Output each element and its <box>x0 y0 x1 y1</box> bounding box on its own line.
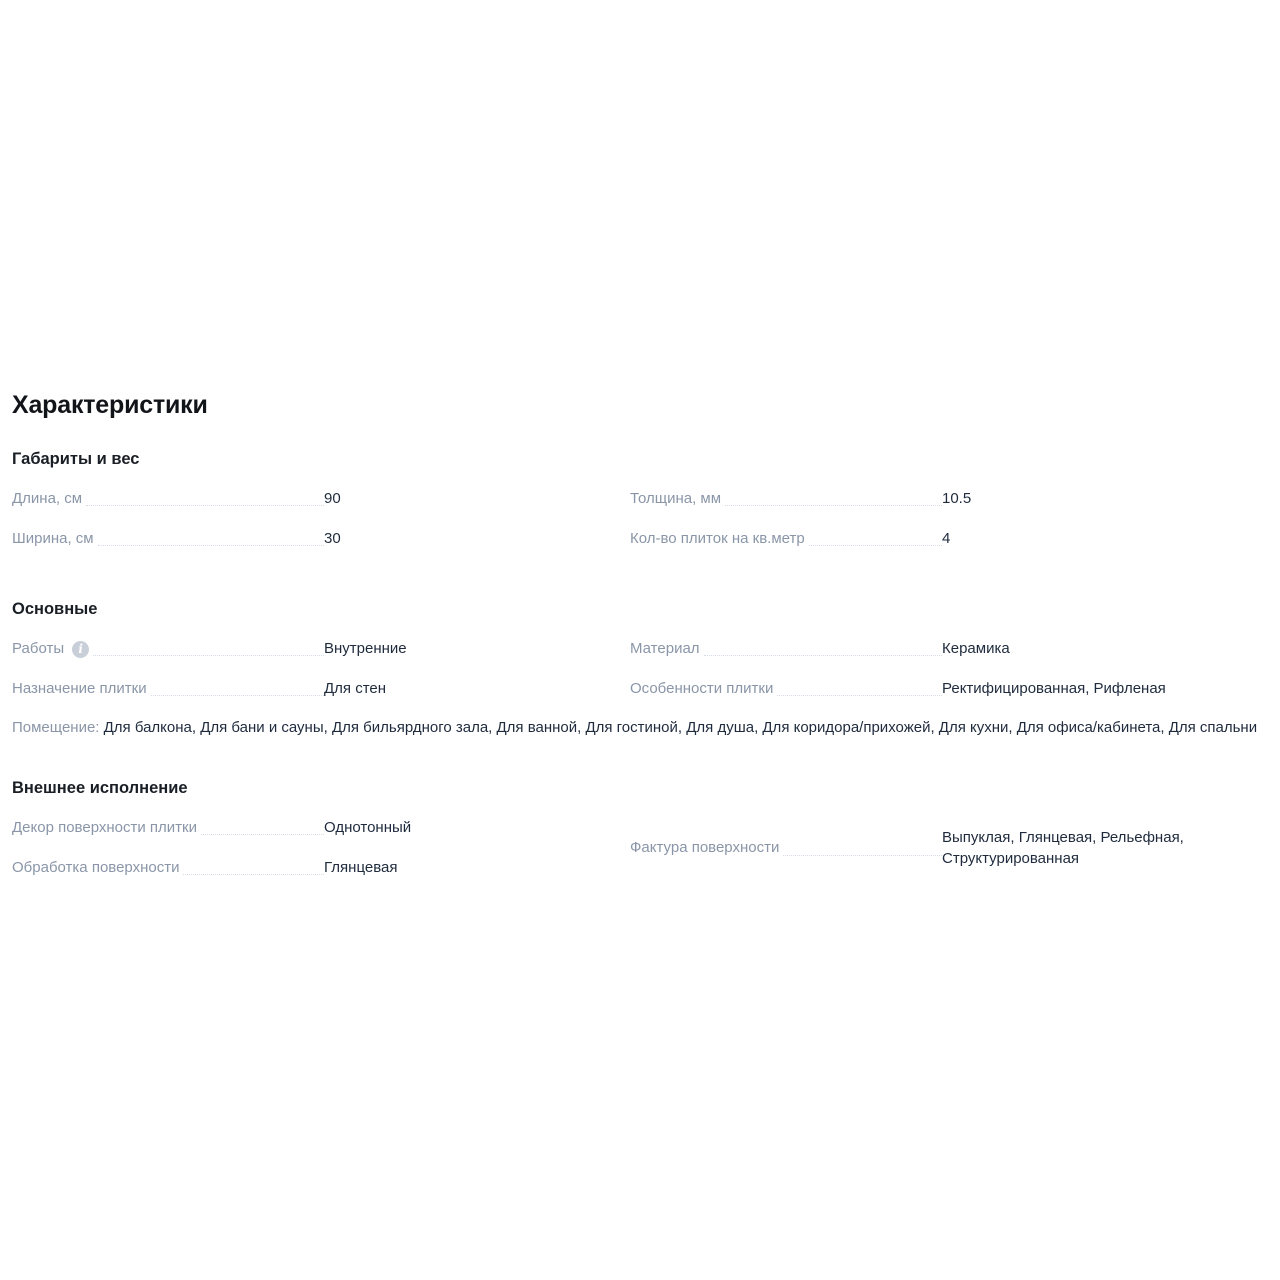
spec-row-material <box>630 629 1260 669</box>
spec-column-right <box>630 808 1260 888</box>
dotted-leader <box>151 694 324 696</box>
spec-value: 90 <box>324 490 341 507</box>
spec-label: Помещение: <box>12 719 100 736</box>
spec-label: Обработка поверхности <box>12 859 180 876</box>
spec-label: Кол-во плиток на кв.метр <box>630 530 805 547</box>
dotted-leader <box>809 544 942 546</box>
spec-label: Ширина, см <box>12 530 94 547</box>
page-title: Характеристики <box>12 391 208 419</box>
group-title: Габариты и вес <box>12 450 140 468</box>
spec-label: Толщина, мм <box>630 490 722 507</box>
info-icon[interactable]: i <box>72 641 89 658</box>
spec-column-right <box>630 629 1260 709</box>
spec-row-thickness <box>630 479 1260 519</box>
spec-grid <box>12 629 1260 709</box>
dotted-leader <box>783 854 942 856</box>
spec-grid <box>12 479 1260 559</box>
dotted-leader <box>777 694 942 696</box>
spec-label: Особенности плитки <box>630 680 774 697</box>
spec-row-width <box>12 519 630 559</box>
spec-value: 10.5 <box>942 490 972 507</box>
spec-label: Длина, см <box>12 490 83 507</box>
spec-label: Материал <box>630 640 700 657</box>
spec-row-purpose <box>12 669 630 709</box>
group-title: Основные <box>12 600 98 618</box>
spec-row-finish <box>12 848 630 888</box>
group-title: Внешнее исполнение <box>12 779 188 797</box>
spec-value: Внутренние <box>324 640 407 657</box>
group-dimensions <box>12 448 1260 559</box>
spec-value: Ректифицированная, Рифленая <box>942 680 1166 697</box>
specifications-section <box>12 388 1260 927</box>
spec-column-left <box>12 629 630 709</box>
spec-value: Для балкона, Для бани и сауны, Для бильярдного зала, Для ванной, Для гостиной, Для душа, Для коридора/прихожей, Для кухни, Для офиса/кабинета, Для спальни <box>103 719 1258 736</box>
spec-row-room <box>12 717 1260 738</box>
spec-value: Керамика <box>942 640 1010 657</box>
spec-label: Фактура поверхности <box>630 839 780 856</box>
spec-value: Для стен <box>324 680 387 697</box>
spec-row-features <box>630 669 1260 709</box>
spec-column-left <box>12 479 630 559</box>
dotted-leader <box>93 654 324 656</box>
spec-row-length <box>12 479 630 519</box>
spec-row-decor <box>12 808 630 848</box>
spec-column-left <box>12 808 630 888</box>
spec-value: Глянцевая <box>324 859 398 876</box>
dotted-leader <box>98 544 324 546</box>
dotted-leader <box>86 504 324 506</box>
spec-column-right <box>630 479 1260 559</box>
spec-label: Декор поверхности плитки <box>12 819 197 836</box>
dotted-leader <box>725 504 942 506</box>
spec-row-texture <box>630 808 1260 888</box>
spec-value: Выпуклая, Глянцевая, Рельефная, Структурированная <box>942 829 1184 867</box>
dotted-leader <box>183 873 324 875</box>
spec-row-tiles-per-sqm <box>630 519 1260 559</box>
spec-row-works <box>12 629 630 669</box>
spec-grid <box>12 808 1260 888</box>
spec-label: Работы <box>12 640 65 657</box>
spec-label: Назначение плитки <box>12 680 147 697</box>
spec-value: Однотонный <box>324 819 412 836</box>
group-appearance <box>12 777 1260 888</box>
spec-value: 4 <box>942 530 951 547</box>
dotted-leader <box>201 833 324 835</box>
group-main <box>12 598 1260 738</box>
spec-value: 30 <box>324 530 341 547</box>
dotted-leader <box>704 654 942 656</box>
